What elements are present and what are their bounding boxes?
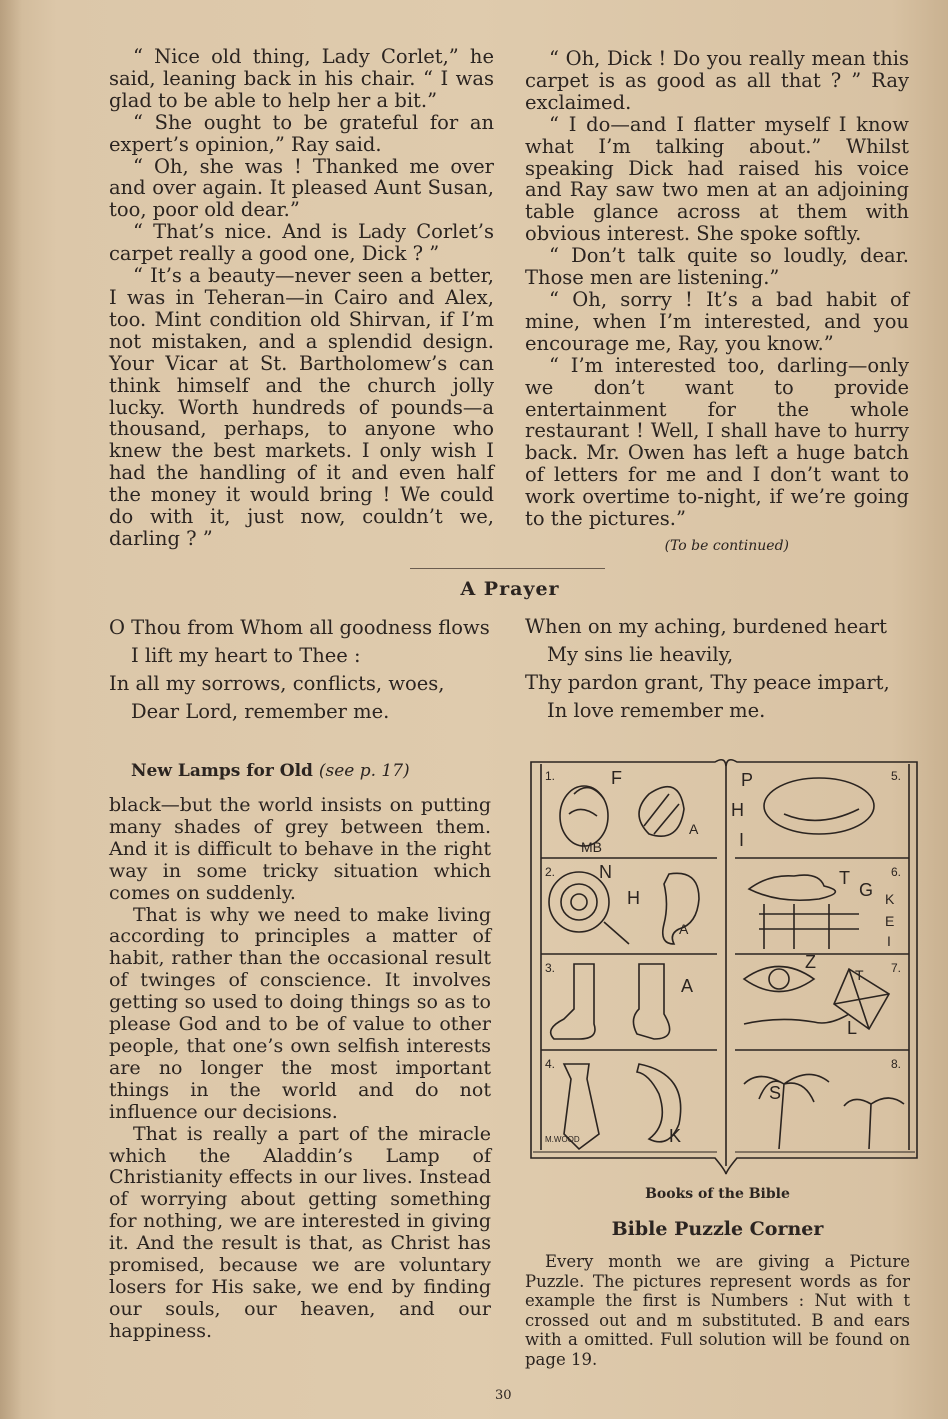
story-paragraph: “ She ought to be grateful for an expert’s opinion,” Ray said. (109, 110, 494, 156)
verse-line: I lift my heart to Thee : (131, 644, 361, 667)
sock-icon (633, 964, 669, 1039)
panel-letter: A (689, 821, 699, 837)
prayer-verse-1 (109, 614, 509, 726)
artist-signature: M.WOOD (545, 1135, 580, 1144)
palm-tree-icon (844, 1098, 904, 1149)
panel-number: 7. (891, 961, 902, 975)
verse-line: In all my sorrows, conflicts, woes, (109, 672, 445, 695)
nut-icon (639, 787, 684, 836)
puzzle-text: Every month we are giving a Picture Puzzle. The pictures represent words as for example the first is Numbers : Nut with t crossed out and m substituted. B and ears with a omitted. Full solution will be found on page 19. (525, 1252, 910, 1369)
panel-number: 4. (545, 1057, 556, 1071)
panel-letter: G (859, 880, 874, 900)
panel-letter: S (769, 1083, 782, 1103)
verse-line: My sins lie heavily, (547, 643, 734, 666)
story-paragraph: “ Nice old thing, Lady Corlet,” he said, leaning back in his chair. “ I was glad to be able to help her a bit.” (109, 45, 494, 112)
panel-number: 8. (891, 1057, 902, 1071)
story-paragraph: “ Oh, Dick ! Do you really mean this carpet is as good as all that ? ” Ray exclaimed. (525, 47, 909, 114)
panel-letter: H (731, 800, 744, 820)
panel-letter: K (885, 891, 895, 907)
palm-tree-icon (744, 1074, 829, 1149)
story-paragraph: “ I do—and I flatter myself I know what I’m talking about.” Whilst speaking Dick had raised his voice and Ray saw two men at an adjoining table glance across at them with obvious interest. She spoke softly. (525, 112, 909, 246)
page-number: 30 (495, 1388, 512, 1403)
panel-number: 1. (545, 769, 556, 783)
sock-icon (551, 964, 595, 1039)
panel-letter: T (839, 868, 850, 888)
lamps-title-text: New Lamps for Old (131, 761, 313, 781)
figure-caption: Books of the Bible (645, 1186, 790, 1202)
story-paragraph: “ I’m interested too, darling—only we don’t want to provide entertainment for the whole restaurant ! Well, I shall have to hurry back. Mr. Owen has left a huge batch of letters for me and I don’t want to work overtime to-night, if we’re going to the pictures.” (525, 353, 909, 531)
stone-icon (764, 778, 874, 834)
story-left-column (109, 46, 494, 550)
story-right-column (525, 48, 909, 558)
panel-number: 6. (891, 865, 902, 879)
story-paragraph: “ Oh, she was ! Thanked me over and over again. It pleased Aunt Susan, too, poor old dear.” (109, 154, 494, 222)
panel-letter: A (681, 976, 694, 996)
lamps-paragraph: That is really a part of the miracle which the Aladdin’s Lamp of Christianity effects in our lives. Instead of worrying about getting something for nothing, we are interested in giving it. And the result is that, as Christ has promised, because we are voluntary losers for His sake, we end by finding our souls, our heaven, and our happiness. (109, 1122, 491, 1342)
panel-letter: T (855, 967, 864, 983)
lamps-paragraph: black—but the world insists on putting many shades of grey between them. And it is difficult to behave in the right way in some tricky situation which comes on suddenly. (109, 794, 491, 904)
puzzle-title: Bible Puzzle Corner (611, 1218, 824, 1240)
to-be-continued: (To be continued) (664, 537, 789, 554)
bible-puzzle-illustration (519, 754, 932, 1175)
panel-letter: MB (581, 839, 602, 855)
verse-line: Thy pardon grant, Thy peace impart, (525, 671, 890, 694)
prayer-verse-2 (525, 613, 925, 725)
story-paragraph: “ Don’t talk quite so loudly, dear. Those men are listening.” (525, 244, 909, 290)
story-paragraph: “ It’s a beauty—never seen a better, I was in Teheran—in Cairo and Alex, too. Mint condition old Shirvan, if I’m not mistaken, and a splendid design. Your Vicar at St. Bartholomew’s can think himself and the church jolly lucky. Worth hundreds of pounds—a thousand, perhaps, to anyone who knew the best markets. I only wish I had the handling of it and even half the money it would bring ! We could do with it, just now, couldn’t we, darling ? ” (109, 264, 494, 550)
panel-letter: I (739, 830, 745, 850)
panel-letter: F (611, 768, 622, 788)
panel-letter: L (847, 1018, 858, 1038)
verse-line: Dear Lord, remember me. (131, 700, 390, 723)
panel-letter: P (741, 770, 754, 790)
prayer-title: A Prayer (460, 578, 560, 600)
story-paragraph: “ That’s nice. And is Lady Corlet’s carpet really a good one, Dick ? ” (109, 220, 494, 266)
panel-number: 2. (545, 865, 556, 879)
eye-icon (744, 967, 814, 992)
verse-line: When on my aching, burdened heart (525, 615, 887, 638)
section-divider (410, 568, 605, 569)
panel-letter: Z (805, 952, 816, 972)
panel-letter: N (599, 862, 612, 882)
panel-letter: E (885, 913, 895, 929)
lamps-title-ref: (see p. 17) (318, 761, 410, 781)
lamps-paragraph: That is why we need to make living according to principles a matter of habit, rather than the occasional result of twinges of conscience. It involves getting so used to doing things so as to please God and to be of value to other people, that one’s own selfish interests are no longer the most important things in the world and do not influence our decisions. (109, 903, 491, 1123)
lamps-column (109, 795, 491, 1343)
gutter-shadow (0, 0, 22, 1419)
panel-letter: K (669, 1126, 682, 1146)
panel-letter: H (627, 888, 640, 908)
gate-icon (759, 904, 859, 949)
story-paragraph: “ Oh, sorry ! It’s a bad habit of mine, when I’m interested, and you encourage me, Ray, you know.” (525, 287, 909, 355)
panel-letter: I (887, 933, 891, 949)
panel-number: 3. (545, 961, 556, 975)
verse-line: O Thou from Whom all goodness flows (109, 616, 490, 639)
panel-letter: A (679, 921, 689, 937)
lamps-title (131, 761, 410, 781)
panel-number: 5. (891, 769, 902, 783)
hat-icon (749, 875, 835, 900)
verse-line: In love remember me. (547, 699, 766, 722)
